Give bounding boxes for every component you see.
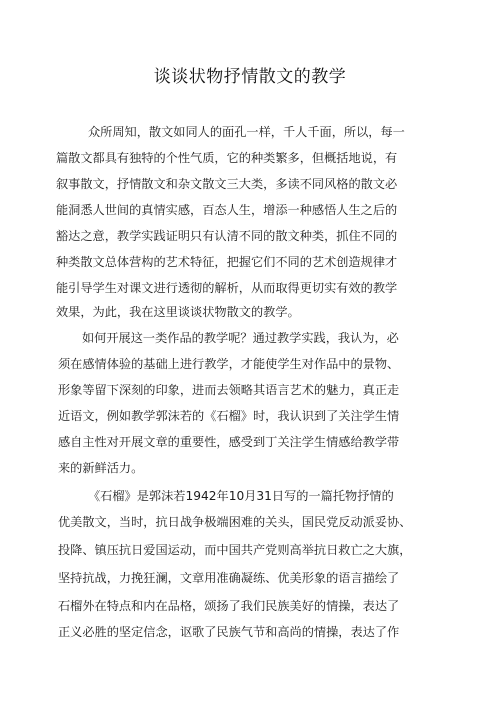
paragraph-1-line-1: 众所周知，散文如同人的面孔一样，千人千面，所以，每一 — [88, 125, 405, 139]
paragraph-3-line-2: 优美散文，当时，抗日战争极端困难的关头，国民党反动派妥协、 — [58, 515, 412, 529]
paragraph-2-line-4: 近语文，例如教学郭沫若的《石榴》时，我认识到了关注学生情 — [58, 409, 400, 423]
paragraph-2-line-1: 如何开展这一类作品的教学呢？通过教学实践，我认为，必 — [82, 331, 399, 345]
document-title: 谈谈状物抒情散文的教学 — [153, 67, 347, 87]
paragraph-1-line-3: 叙事散文，抒情散文和杂文散文三大类，多读不同风格的散文必 — [56, 177, 398, 191]
paragraph-1-line-5: 豁达之意，教学实践证明只有认清不同的散文种类，抓住不同的 — [56, 229, 398, 243]
paragraph-1-line-7: 能引导学生对课文进行透彻的解析，从而取得更切实有效的教学 — [56, 281, 398, 295]
paragraph-3-line-3: 投降、镇压抗日爱国运动，而中国共产党则高举抗日救亡之大旗， — [58, 543, 412, 557]
paragraph-1-line-4: 能洞悉人世间的真情实感，百态人生，增添一种感悟人生之后的 — [56, 203, 398, 217]
paragraph-3-line-4: 坚持抗战，力挽狂澜，文章用准确凝练、优美形象的语言描绘了 — [58, 571, 400, 585]
paragraph-3-line-6: 正义必胜的坚定信念，讴歌了民族气节和高尚的情操，表达了作 — [58, 625, 400, 639]
paragraph-1-line-2: 篇散文都具有独特的个性气质，它的种类繁多，但概括地说，有 — [56, 151, 398, 165]
paragraph-3-line-1: 《石榴》是郭沫若1942年10月31日写的一篇托物抒情的 — [88, 489, 394, 503]
paragraph-2-line-2: 须在感情体验的基础上进行教学，才能使学生对作品中的景物、 — [58, 357, 400, 371]
paragraph-2-line-6: 来的新鲜活力。 — [58, 461, 144, 475]
paragraph-1-line-8: 效果，为此，我在这里谈谈状物散文的教学。 — [56, 305, 300, 319]
paragraph-2-line-5: 感自主性对开展文章的重要性，感受到丁关注学生情感给教学带 — [58, 435, 400, 449]
paragraph-2-line-3: 形象等留下深刻的印象，进而去领略其语言艺术的魅力，真正走 — [58, 383, 400, 397]
paragraph-1-line-6: 种类散文总体营构的艺术特征，把握它们不同的艺术创造规律才 — [56, 255, 398, 269]
paragraph-3-line-5: 石榴外在特点和内在品格，颂扬了我们民族美好的情操，表达了 — [58, 599, 400, 613]
